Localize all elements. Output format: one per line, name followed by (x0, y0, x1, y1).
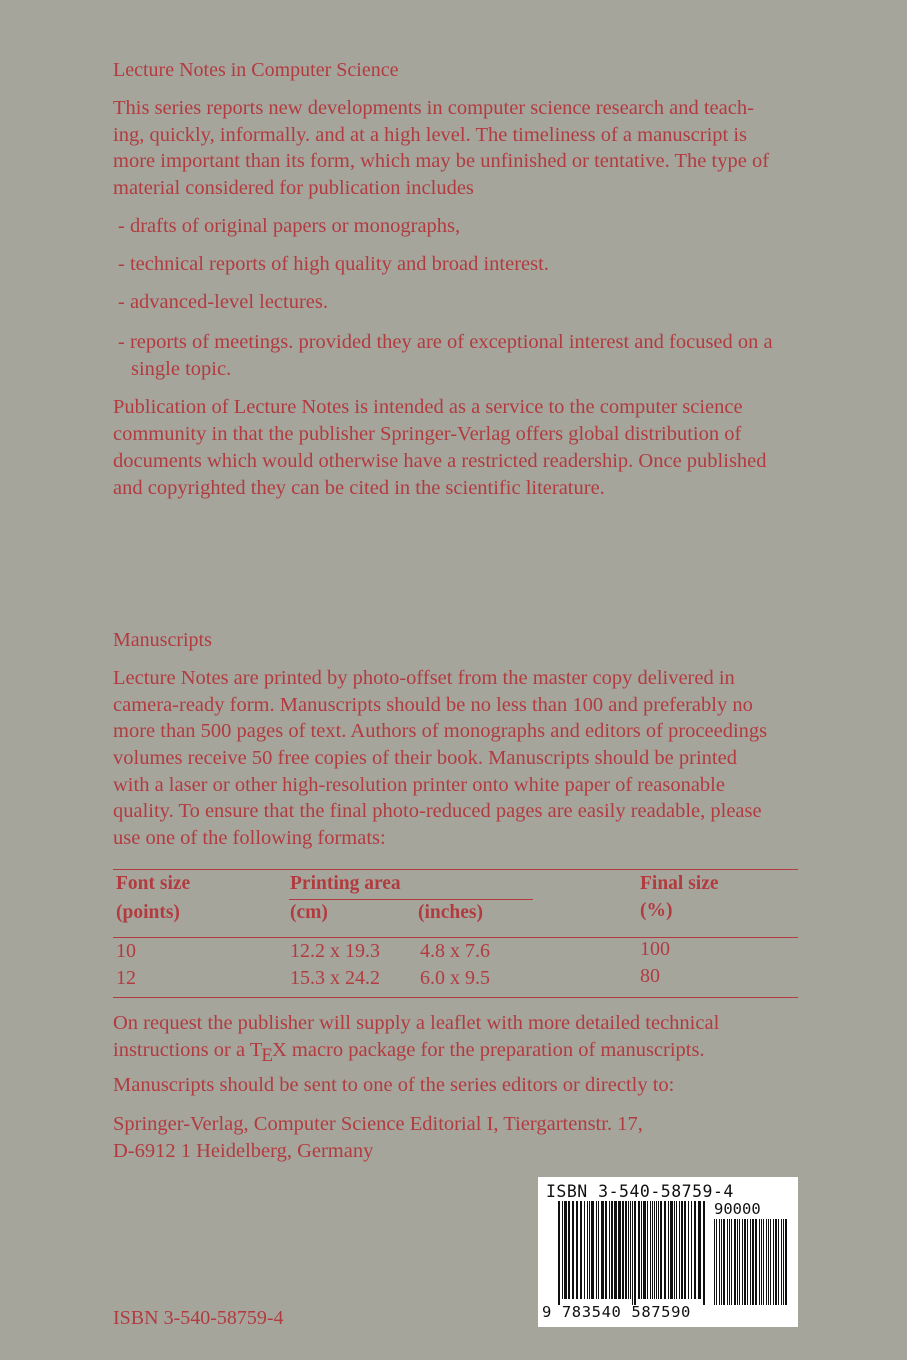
header-cm: (cm) (290, 902, 328, 923)
manuscripts-line: with a laser or other high-resolution printer onto white paper of reasonable (113, 773, 725, 796)
manuscripts-heading: Manuscripts (113, 629, 212, 651)
list-item: - technical reports of high quality and broad interest. (118, 253, 549, 275)
barcode-bar (654, 1201, 655, 1299)
barcode-bar (628, 1201, 629, 1299)
barcode-bar (641, 1201, 642, 1299)
barcode-bar (618, 1201, 621, 1299)
barcode-bar (632, 1201, 633, 1305)
barcode-addon-bar (768, 1219, 769, 1305)
header-printing-area: Printing area (290, 873, 401, 894)
barcode-addon-bar (731, 1219, 732, 1305)
manuscripts-line: camera-ready form. Manuscripts should be no less than 100 and preferably no (113, 693, 753, 716)
header-font-size: Font size (116, 873, 191, 894)
service-line: documents which would otherwise have a restricted readership. Once published (113, 449, 767, 472)
address-line: D-6912 1 Heidelberg, Germany (113, 1139, 374, 1162)
barcode-bar (596, 1201, 597, 1299)
table-top-rule (113, 869, 798, 870)
barcode-bar (564, 1201, 567, 1299)
barcode-addon-bar (766, 1219, 767, 1305)
table-bottom-rule (113, 997, 798, 998)
barcode-addon-bar (761, 1219, 762, 1305)
barcode-bar (601, 1201, 604, 1299)
barcode-addon-bar (773, 1219, 774, 1305)
barcode-bar (679, 1201, 680, 1299)
request-line: On request the publisher will supply a leaflet with more detailed technical (113, 1012, 720, 1034)
series-intro-line: more important than its form, which may be unfinished or tentative. The type of (113, 150, 770, 172)
barcode-addon-bar (739, 1219, 740, 1305)
barcode-bar (681, 1201, 683, 1299)
service-line: Publication of Lecture Notes is intended as a service to the computer science (113, 396, 743, 418)
barcode-bar (622, 1201, 624, 1299)
series-intro-line: This series reports new developments in computer science research and teach- (113, 97, 754, 119)
barcode-bar (650, 1201, 651, 1299)
barcode-bar (676, 1201, 677, 1299)
series-intro-line: material considered for publication includes (113, 176, 474, 199)
barcode-addon-bar (737, 1219, 738, 1305)
barcode-addon-bar (770, 1219, 771, 1305)
header-inches: (inches) (418, 902, 483, 923)
barcode-bar (587, 1201, 588, 1299)
barcode-bar (568, 1201, 570, 1299)
request-text-before: instructions or a T (113, 1038, 263, 1061)
barcode-bar (630, 1201, 631, 1299)
barcode-addon-digits: 90000 (714, 1200, 761, 1218)
series-heading: Lecture Notes in Computer Science (113, 59, 399, 81)
table-cell-inches: 4.8 x 7.6 (420, 940, 490, 962)
manuscripts-line: quality. To ensure that the final photo-reduced pages are easily readable, please (113, 800, 762, 822)
barcode-bar (643, 1201, 646, 1299)
barcode-bar (664, 1201, 666, 1299)
barcode-bar (558, 1201, 560, 1305)
barcode-addon-bar (729, 1219, 730, 1305)
barcode-bar (611, 1201, 613, 1299)
barcode-addon-bar (734, 1219, 736, 1305)
list-item: - drafts of original papers or monographs, (118, 215, 461, 237)
manuscripts-line: volumes receive 50 free copies of their book. Manuscripts should be printed (113, 747, 737, 769)
address-line: Springer-Verlag, Computer Science Editorial I, Tiergartenstr. 17, (113, 1113, 643, 1135)
barcode-bar (670, 1201, 673, 1299)
barcode-addon-bar (742, 1219, 743, 1305)
send-to-line: Manuscripts should be sent to one of the series editors or directly to: (113, 1074, 675, 1096)
barcode-bar (609, 1201, 610, 1299)
manuscripts-line: Lecture Notes are printed by photo-offset from the master copy delivered in (113, 667, 735, 689)
barcode-bar (691, 1201, 692, 1299)
tex-logo-e: E (261, 1044, 273, 1066)
barcode-addon-bar (781, 1219, 782, 1305)
header-points: (points) (116, 902, 180, 923)
barcode-addon-bar (719, 1219, 720, 1305)
barcode-isbn-text: ISBN 3-540-58759-4 (546, 1182, 734, 1201)
table-cell-inches: 6.0 x 9.5 (420, 967, 490, 989)
barcode-addon-bar (714, 1219, 715, 1305)
barcode-bar (562, 1201, 563, 1299)
series-intro-line: ing, quickly, informally. and at a high level. The timeliness of a manuscript is (113, 123, 748, 146)
barcode-bar (668, 1201, 669, 1299)
service-line: and copyrighted they can be cited in the scientific literature. (113, 477, 605, 499)
request-text-after: X macro package for the preparation of manuscripts. (271, 1038, 705, 1061)
manuscripts-line: use one of the following formats: (113, 826, 386, 849)
barcode-addon-bar (744, 1219, 746, 1305)
barcode-bar (638, 1201, 640, 1299)
barcode-bar (703, 1201, 705, 1305)
barcode-addon-bar (778, 1219, 779, 1305)
barcode-bar (576, 1201, 578, 1299)
barcode-addon-bar (785, 1219, 787, 1305)
barcode-bar (660, 1201, 662, 1299)
barcode-addon-bar (747, 1219, 748, 1305)
table-cell-final: 100 (640, 938, 670, 960)
barcode-addon-bar (775, 1219, 777, 1305)
barcode-addon-bar (752, 1219, 754, 1305)
table-cell-cm: 12.2 x 19.3 (290, 940, 380, 962)
barcode-bar (591, 1201, 594, 1299)
service-line: community in that the publisher Springer-Verlag offers global distribution of (113, 423, 742, 445)
barcode-bar (647, 1201, 648, 1299)
barcode-addon-bar (759, 1219, 760, 1305)
barcode-bar (688, 1201, 689, 1299)
barcode-addon-bar (783, 1219, 784, 1305)
barcode-addon-bar (755, 1219, 757, 1305)
isbn-barcode (538, 1177, 798, 1327)
barcode-bar (658, 1201, 659, 1299)
barcode-bar (634, 1201, 636, 1305)
barcode-addon-bar (721, 1219, 722, 1305)
table-cell-cm: 15.3 x 24.2 (290, 967, 380, 989)
table-cell-font: 12 (116, 967, 136, 989)
barcode-bar (572, 1201, 574, 1299)
printing-area-rule (289, 899, 533, 900)
barcode-bar (652, 1201, 653, 1299)
barcode-addon-bar (716, 1219, 717, 1305)
table-header-rule (113, 937, 798, 938)
barcode-bar (694, 1201, 696, 1299)
list-item: - reports of meetings. provided they are of exceptional interest and focused on a single topic. (118, 331, 773, 380)
table-cell-final: 80 (640, 965, 660, 987)
barcode-bar (580, 1201, 582, 1299)
isbn-footer: ISBN 3-540-58759-4 (113, 1307, 284, 1329)
barcode-addon-bar (763, 1219, 764, 1305)
barcode-bar (625, 1201, 627, 1299)
barcode-bar (698, 1201, 701, 1299)
barcode-addon-bar (727, 1219, 728, 1305)
list-item: - advanced-level lectures. (118, 291, 329, 313)
request-line (113, 1037, 803, 1065)
barcode-bar (605, 1201, 607, 1299)
barcode-bar (584, 1201, 585, 1299)
manuscripts-line: more than 500 pages of text. Authors of monographs and editors of proceedings (113, 720, 768, 742)
barcode-addon-bar (723, 1219, 725, 1305)
barcode-ean-digits: 9 783540 587590 (542, 1303, 691, 1321)
header-final-size: Final size (640, 873, 719, 894)
barcode-bar (656, 1201, 657, 1299)
table-cell-font: 10 (116, 940, 136, 962)
barcode-bar (674, 1201, 675, 1299)
barcode-bar (598, 1201, 599, 1299)
barcode-bar (614, 1201, 617, 1299)
barcode-bar (589, 1201, 590, 1299)
barcode-addon-bar (750, 1219, 751, 1305)
header-percent: (%) (640, 900, 673, 921)
barcode-bar (684, 1201, 686, 1299)
